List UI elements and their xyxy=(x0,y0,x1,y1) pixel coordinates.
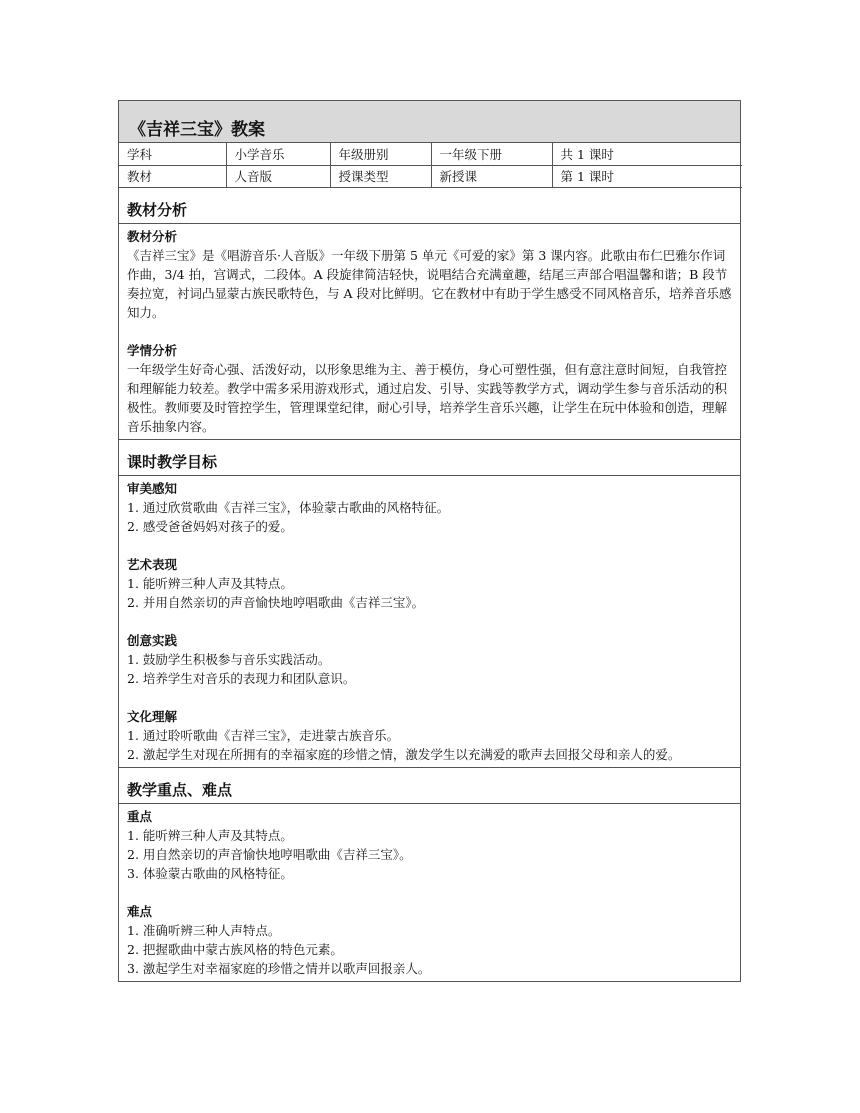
list-item: 1. 通过欣赏歌曲《吉祥三宝》，体验蒙古歌曲的风格特征。 xyxy=(127,499,450,515)
document-title: 《吉祥三宝》教案 xyxy=(129,120,265,140)
section-heading: 教学重点、难点 xyxy=(127,780,233,799)
title-row xyxy=(119,101,740,143)
section-heading: 教材分析 xyxy=(127,200,188,219)
key-section-body xyxy=(119,804,740,981)
subheading: 文化理解 xyxy=(127,708,178,724)
subheading: 重点 xyxy=(127,808,153,824)
list-item: 2. 用自然亲切的声音愉快地哼唱歌曲《吉祥三宝》。 xyxy=(127,846,412,862)
list-item: 3. 体验蒙古歌曲的风格特征。 xyxy=(127,865,293,881)
list-item: 1. 能听辨三种人声及其特点。 xyxy=(127,827,293,843)
subheading: 审美感知 xyxy=(127,480,178,496)
info-cell: 共 1 课时 xyxy=(552,143,742,165)
subheading: 创意实践 xyxy=(127,632,178,648)
subheading: 学情分析 xyxy=(127,342,178,358)
list-item: 2. 培养学生对音乐的表现力和团队意识。 xyxy=(127,670,356,686)
goals-section-head xyxy=(119,440,740,476)
info-row-1 xyxy=(119,143,742,165)
list-item: 1. 能听辨三种人声及其特点。 xyxy=(127,575,293,591)
info-cell: 第 1 课时 xyxy=(552,165,742,187)
subheading: 难点 xyxy=(127,903,153,919)
info-table xyxy=(119,143,742,188)
info-row-2 xyxy=(119,165,742,187)
list-item: 3. 激起学生对幸福家庭的珍惜之情并以歌声回报亲人。 xyxy=(127,960,431,976)
info-cell: 授课类型 xyxy=(330,165,431,187)
lesson-plan-document xyxy=(118,100,741,982)
subheading: 艺术表现 xyxy=(127,556,178,572)
info-cell: 一年级下册 xyxy=(431,143,552,165)
paragraph: 《吉祥三宝》是《唱游音乐·人音版》一年级下册第 5 单元《可爱的家》第 3 课内容。此歌由布仁巴雅尔作词作曲，3/4 拍，宫调式，二段体。A 段旋律简洁轻快，说唱结合充满童趣，结尾三声部合唱温馨和谐；B 段节奏拉宽，衬词凸显蒙古族民歌特色，与 A 段对比鲜明。它在教材中有助于学生感受不同风格音乐，培养音乐感知力。 xyxy=(127,247,732,320)
info-cell: 学科 xyxy=(119,143,226,165)
analysis-section-head xyxy=(119,188,740,224)
goals-section-body xyxy=(119,476,740,768)
paragraph: 一年级学生好奇心强、活泼好动，以形象思维为主、善于模仿，身心可塑性强，但有意注意时间短，自我管控和理解能力较差。教学中需多采用游戏形式，通过启发、引导、实践等教学方式，调动学生参与音乐活动的积极性。教师要及时管控学生，管理课堂纪律，耐心引导，培养学生音乐兴趣，让学生在玩中体验和创造，理解音乐抽象内容。 xyxy=(127,361,728,434)
info-cell: 新授课 xyxy=(431,165,552,187)
list-item: 2. 感受爸爸妈妈对孩子的爱。 xyxy=(127,518,293,534)
info-cell: 年级册别 xyxy=(330,143,431,165)
section-heading: 课时教学目标 xyxy=(127,452,218,471)
analysis-section-body xyxy=(119,224,740,440)
list-item: 2. 并用自然亲切的声音愉快地哼唱歌曲《吉祥三宝》。 xyxy=(127,594,425,610)
info-cell: 人音版 xyxy=(226,165,330,187)
list-item: 2. 把握歌曲中蒙古族风格的特色元素。 xyxy=(127,941,343,957)
list-item: 1. 鼓励学生积极参与音乐实践活动。 xyxy=(127,651,331,667)
key-section-head xyxy=(119,768,740,804)
list-item: 2. 激起学生对现在所拥有的幸福家庭的珍惜之情，激发学生以充满爱的歌声去回报父母和亲人的爱。 xyxy=(127,746,681,762)
info-cell: 教材 xyxy=(119,165,226,187)
subheading: 教材分析 xyxy=(127,228,178,244)
list-item: 1. 准确听辨三种人声特点。 xyxy=(127,922,281,938)
info-cell: 小学音乐 xyxy=(226,143,330,165)
list-item: 1. 通过聆听歌曲《吉祥三宝》，走进蒙古族音乐。 xyxy=(127,727,400,743)
